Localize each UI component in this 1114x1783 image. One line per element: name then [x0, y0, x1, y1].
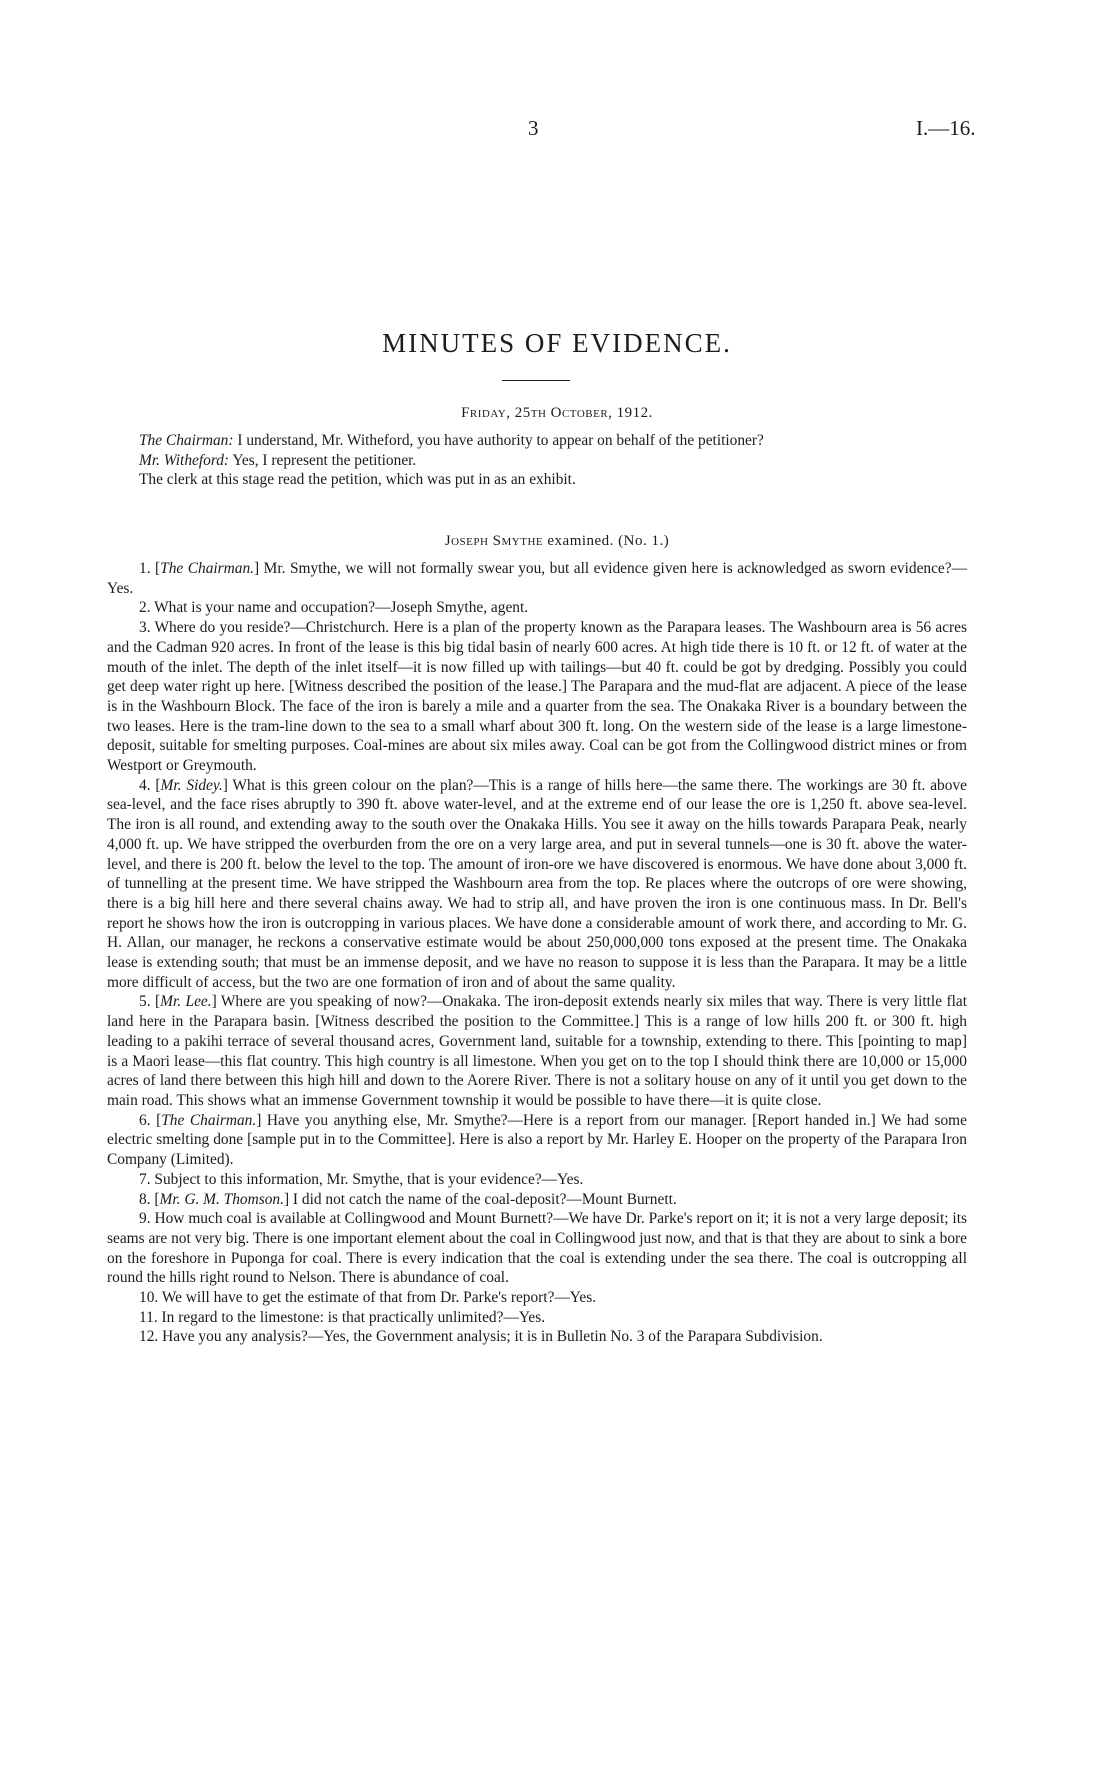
speaker: The Chairman: [139, 432, 234, 449]
question-paragraph: 6. [The Chairman.] Have you anything else, Mr. Smythe?—Here is a report from our manager. [Report handed in.] We had some electric smelting done [sample put in to the Committee]. Here is also a report by Mr. Harley E. Hooper on the property of the Parapara Iron Company (Limited). [107, 1111, 967, 1169]
question-number: 12. [139, 1328, 159, 1346]
question-paragraph: 4. [Mr. Sidey.] What is this green colour on the plan?—This is a range of hills here—the same there. The workings are 30 ft. above sea-level, and the face rises abruptly to 390 ft. above water-level, and at the extreme end of our lease the ore is 1,250 ft. above sea-level. The iron is all round, and extending away to the south over the Onakaka Hills. You see it away on the hills towards Parapara Peak, nearly 4,000 ft. up. We have stripped the overburden from the ore on a very large area, and put in several tunnels—one is 30 ft. above the water-level, and there is 200 ft. below the level to the top. The amount of iron-ore we have discovered is enormous. We have done about 3,000 ft. of tunnelling at the present time. We have stripped the Washbourn area from the top. Re places where the outcrops of ore were showing, there is a big hill here and there several chains away. We had to strip all, and have proven the iron is one continuous mass. In Dr. Bell's report he shows how the iron is outcropping in various places. We have done a considerable amount of work there, and according to Mr. G. H. Allan, our manager, he reckons a conservative estimate would be about 250,000,000 tons exposed at the present time. The Onakaka lease is extending south; that must be an immense deposit, and we have no reason to suppose it is less than the Parapara. It may be a little more difficult of access, but the two are one formation of iron and of about the same quality. [107, 776, 967, 991]
paragraph-text: The clerk at this stage read the petition, which was put in as an exhibit. [139, 471, 576, 489]
paragraph-text: ] What is this green colour on the plan?—This is a range of hills here—the same there. The workings are 30 ft. above sea-level, and the face rises abruptly to 390 ft. above water-level, and at the extreme end of our lease the ore is 1,250 ft. above sea-level. The iron is all round, and extending away to the south over the Onakaka Hills. You see it away on the hills towards Parapara Peak, nearly 4,000 ft. up. We have stripped the overburden from the ore on a very large area, and put in several tunnels—one is 30 ft. above the water-level, and there is 200 ft. below the level to the top. The amount of iron-ore we have discovered is enormous. We have done about 3,000 ft. of tunnelling at the present time. We have stripped the Washbourn area from the top. Re places where the outcrops of ore were showing, there is a big hill here and there several chains away. We had to strip all, and have proven the iron is one continuous mass. In Dr. Bell's report he shows how the iron is outcropping in various places. We have done a considerable amount of work there, and according to Mr. G. H. Allan, our manager, he reckons a conservative estimate would be about 250,000,000 tons exposed at the present time. The Onakaka lease is extending south; that must be an immense deposit, and we have no reason to suppose it is less than the Parapara. It may be a little more difficult of access, but the two are one formation of iron and of about the same quality. [107, 776, 967, 991]
witness-heading-rest: examined. (No. 1.) [543, 533, 670, 549]
question-number: 4. [139, 776, 151, 794]
sitting-date: Friday, 25th October, 1912. [461, 405, 653, 421]
question-number: 7. [139, 1170, 151, 1188]
question-number: 3. [139, 619, 151, 637]
paragraph-text: ] I did not catch the name of the coal-deposit?—Mount Burnett. [283, 1190, 677, 1208]
question-number: 6. [139, 1111, 151, 1129]
opening-paragraph [107, 431, 967, 451]
witness-name: Joseph Smythe [444, 533, 544, 549]
paragraph-text: Subject to this information, Mr. Smythe, that is your evidence?—Yes. [154, 1170, 584, 1188]
question-paragraph [107, 618, 967, 776]
question-number: 9. [139, 1210, 151, 1228]
question-number: 5. [139, 993, 151, 1011]
question-paragraph [107, 1308, 967, 1328]
question-paragraph [107, 1170, 967, 1190]
paragraph-text: I understand, Mr. Witheford, you have authority to appear on behalf of the petitioner? [233, 432, 764, 449]
opening-paragraph [107, 470, 967, 490]
opening-paragraph [107, 451, 967, 471]
speaker: The Chairman. [160, 560, 255, 577]
question-number: 8. [139, 1190, 151, 1208]
page-number: 3 [528, 116, 539, 140]
paragraph-text: ] Mr. Smythe, we will not formally swear you, but all evidence given here is acknowledged as sworn evidence?—Yes. [107, 560, 967, 597]
question-number: 1. [139, 560, 151, 577]
question-paragraph: 5. [Mr. Lee.] Where are you speaking of now?—Onakaka. The iron-deposit extends nearly six miles that way. There is very little flat land here in the Parapara basin. [Witness described the position to the Committee.] This is a range of low hills 200 ft. or 300 ft. high leading to a pakihi terrace of several thousand acres, Government land, suitable for a township, extending to there. This [pointing to map] is a Maori lease—this flat country. This high country is all limestone. When you get on to the top I should think there are 10,000 or 15,000 acres of land there between this high hill and down to the Aorere River. There is not a solitary house on any of it until you get down to the main road. This shows what an immense Government township it would be possible to have there—it is quite close. [107, 993, 967, 1109]
paragraph-text: Yes, I represent the petitioner. [229, 451, 417, 469]
paragraph-text: Where do you reside?—Christchurch. Here is a plan of the property known as the Parapara leases. The Washbourn area is 56 acres and the Cadman 920 acres. In front of the lease is this big tidal basin of nearly 600 acres. At high tide there is 10 ft. or 12 ft. of water at the mouth of the inlet. The depth of the inlet itself—it is now filled up with tailings—but 40 ft. could be got by dredging. Possibly you could get deep water right up here. [Witness described the position of the lease.] The Parapara and the mud-flat are adjacent. A piece of the lease is in the Washbourn Block. The face of the iron is barely a mile and a quarter from the sea. The Onakaka River is a boundary between the two leases. Here is the tram-line down to the sea to a small wharf about 300 ft. long. On the western side of the lease is a large limestone-deposit, suitable for smelting purposes. Coal-mines are about six miles away. Coal can be got from the Collingwood district mines or from Westport or Greymouth. [107, 619, 967, 775]
question-number: 11. [139, 1308, 158, 1326]
question-paragraph [107, 598, 967, 618]
paper-reference: I.—16. [916, 116, 976, 140]
paragraph-text: Have you any analysis?—Yes, the Government analysis; it is in Bulletin No. 3 of the Parapara Subdivision. [162, 1328, 823, 1346]
question-paragraph [107, 1288, 967, 1308]
speaker: Mr. Witheford: [139, 451, 230, 469]
evidence-body [107, 559, 967, 1347]
speaker: Mr. G. M. Thomson. [159, 1190, 284, 1208]
paragraph-text: What is your name and occupation?—Joseph Smythe, agent. [154, 599, 529, 617]
paragraph-text: ] Where are you speaking of now?—Onakaka. The iron-deposit extends nearly six miles that way. There is very little flat land here in the Parapara basin. [Witness described the position to the Committee.] This is a range of low hills 200 ft. or 300 ft. high leading to a pakihi terrace of several thousand acres, Government land, suitable for a township, extending to there. This [pointing to map] is a Maori lease—this flat country. This high country is all limestone. When you get on to the top I should think there are 10,000 or 15,000 acres of land there between this high hill and down to the Aorere River. There is not a solitary house on any of it until you get down to the main road. This shows what an immense Government township it would be possible to have there—it is quite close. [107, 993, 967, 1109]
paragraph-text: How much coal is available at Collingwood and Mount Burnett?—We have Dr. Parke's report on it; it is not a very large deposit; its seams are not very big. There is one important element about the coal in Collingwood just now, and that is that they are about to sink a bore on the foreshore in Puponga for coal. There is every indication that the coal is extending under the sea there. The coal is outcropping all round the hills right round to Nelson. There is abundance of coal. [107, 1210, 967, 1287]
paragraph-text: In regard to the limestone: is that practically unlimited?—Yes. [161, 1308, 546, 1326]
question-paragraph: 8. [Mr. G. M. Thomson.] I did not catch the name of the coal-deposit?—Mount Burnett. [139, 1190, 677, 1208]
question-number: 2. [139, 599, 151, 617]
speaker: Mr. Sidey. [160, 776, 223, 794]
speaker: The Chairman. [161, 1111, 257, 1129]
witness-heading [0, 533, 1114, 550]
paragraph-text: ] Have you anything else, Mr. Smythe?—Here is a report from our manager. [Report handed in.] We had some electric smelting done [sample put in to the Committee]. Here is also a report by Mr. Harley E. Hooper on the property of the Parapara Iron Company (Limited). [107, 1111, 967, 1169]
paragraph-text: We will have to get the estimate of that from Dr. Parke's report?—Yes. [161, 1289, 597, 1307]
question-paragraph [107, 1209, 967, 1288]
question-paragraph: 1. [The Chairman.] Mr. Smythe, we will not formally swear you, but all evidence given here is acknowledged as sworn evidence?—Yes. [107, 560, 967, 597]
opening-exchange [107, 431, 967, 490]
question-paragraph [107, 1327, 967, 1347]
question-number: 10. [139, 1289, 159, 1307]
speaker: Mr. Lee. [160, 993, 212, 1011]
title-rule [502, 380, 570, 381]
document-title: MINUTES OF EVIDENCE. [382, 328, 732, 358]
